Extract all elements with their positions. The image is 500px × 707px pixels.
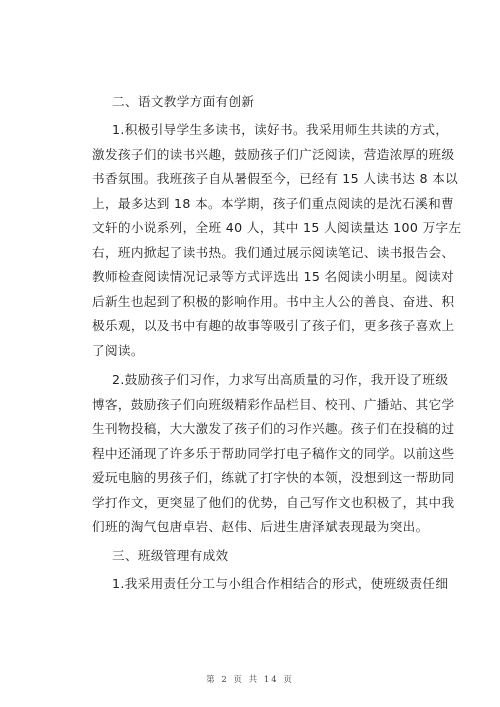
paragraph-line: 博客，鼓励孩子们向班级精彩作品栏目、校刊、广播站、其它学 [92,397,455,412]
paragraph-line: 右，班内掀起了读书热。我们通过展示阅读笔记、读书报告会、 [92,245,455,260]
paragraph-line: 激发孩子们的读书兴趣，鼓励孩子们广泛阅读，营造浓厚的班级 [92,147,455,162]
paragraph-line: 学打作文，更突显了他们的优势，自己写作文也积极了，其中我 [92,495,455,510]
paragraph-line: 爱玩电脑的男孩子们，练就了打字快的本领，没想到这一帮助同 [92,470,455,485]
paragraph-line: 文轩的小说系列，全班 40 人，其中 15 人阅读量达 100 万字左 [92,220,462,235]
paragraph-line: 2.鼓励孩子们习作，力求写出高质量的习作，我开设了班级 [112,372,449,387]
paragraph-line: 书香氛围。我班孩子自从暑假至今，已经有 15 人读书达 8 本以 [92,171,459,186]
section-heading: 二、语文教学方面有创新 [112,94,255,109]
section-heading: 三、班级管理有成效 [112,548,229,563]
paragraph-line: 生刊物投稿，大大激发了孩子们的习作兴趣。孩子们在投稿的过 [92,421,455,436]
paragraph-line: 教师检查阅读情况记录等方式评选出 15 名阅读小明星。阅读对 [92,269,454,284]
page-number-footer: 第 2 页 共 14 页 [206,675,294,685]
paragraph-line: 1.我采用责任分工与小组合作相结合的形式，使班级责任细 [112,576,449,591]
paragraph-line: 程中还涌现了许多乐于帮助同学打电子稿作文的同学。以前这些 [92,446,455,461]
paragraph-line: 极乐观，以及书中有趣的故事等吸引了孩子们，更多孩子喜欢上 [92,318,455,333]
paragraph-line: 后新生也起到了积极的影响作用。书中主人公的善良、奋进、积 [92,294,455,309]
paragraph-line: 们班的淘气包唐卓岩、赵伟、后进生唐泽斌表现最为突出。 [92,519,429,534]
paragraph-line: 上，最多达到 18 本。本学期，孩子们重点阅读的是沈石溪和曹 [92,196,454,211]
paragraph-line: 1.积极引导学生多读书，读好书。我采用师生共读的方式， [112,122,449,137]
paragraph-line: 了阅读。 [92,343,144,358]
